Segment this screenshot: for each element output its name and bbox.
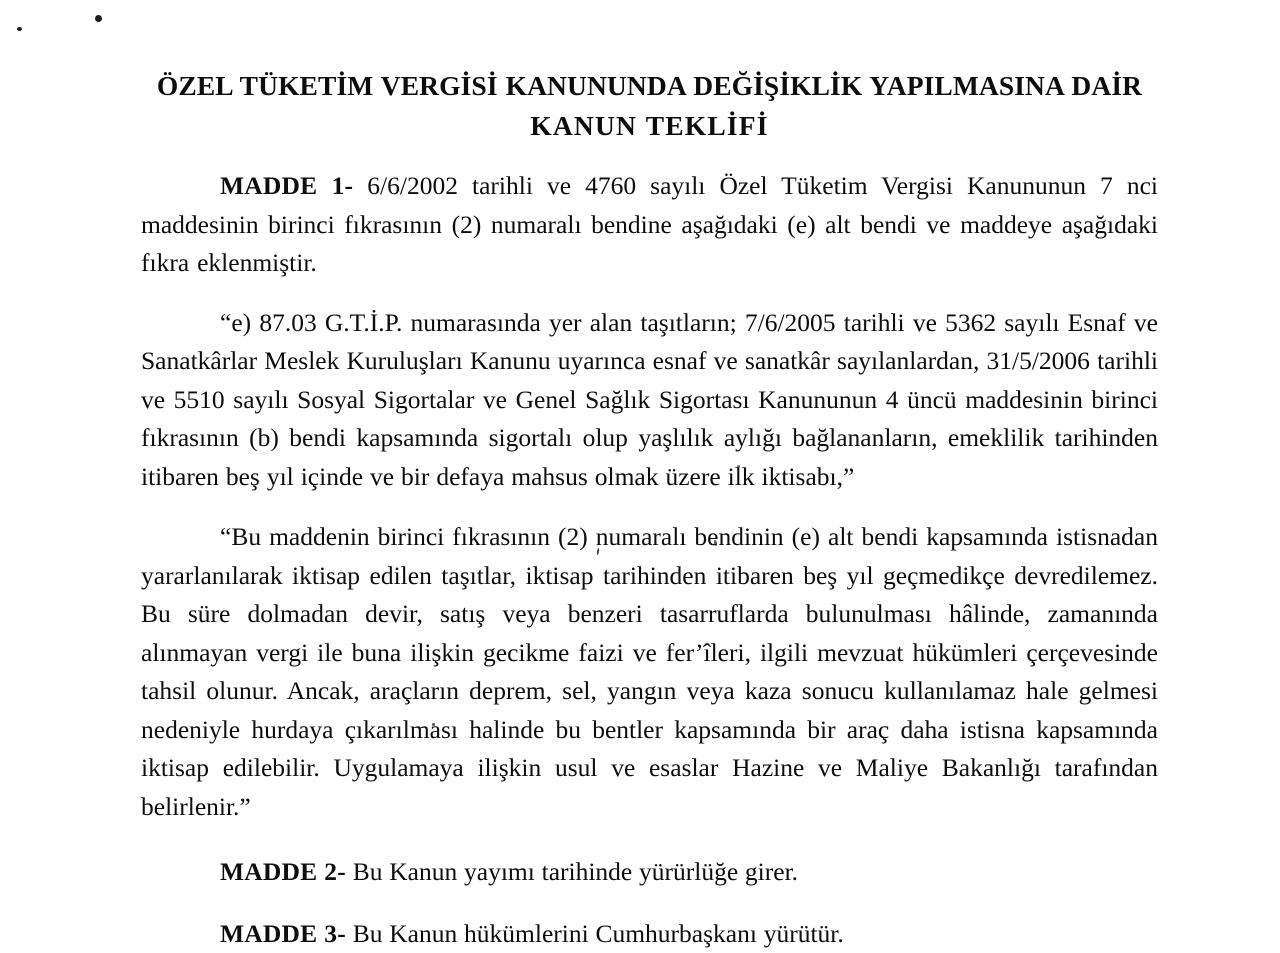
article-3-paragraph <box>141 915 1158 953</box>
article-1-text: 6/6/2002 tarihli ve 4760 sayılı Özel Tüketim Vergisi Kanununun 7 nci maddesinin birinci fıkrasının (2) numaralı bendine aşağıdaki (e) alt bendi ve maddeye aşağıdaki fıkra eklenmiştir. <box>141 171 1158 277</box>
added-fikra-quote-paragraph: “Bu maddenin birinci fıkrasının (2) numaralı bendinin (e) alt bendi kapsamında istisnadan yararlanılarak iktisap edilen taşıtlar, iktisap tarihinden itibaren beş yıl geçmedikçe devredilemez. Bu süre dolmadan devir, satış veya benzeri tasarruflarda bulunulması hâlinde, zamanında alınmayan vergi ile buna ilişkin gecikme faizi ve fer’îleri, ilgili mevzuat hükümleri çerçevesinde tahsil olunur. Ancak, araçların deprem, sel, yangın veya kaza sonucu kullanılamaz hale gelmesi nedeniyle hurdaya çıkarılması halinde bu bentler kapsamında bir araç daha istisna kapsamında iktisap edilebilir. Uygulamaya ilişkin usul ve esaslar Hazine ve Maliye Bakanlığı tarafından belirlenir.” <box>141 518 1158 826</box>
document-page <box>141 0 1158 936</box>
article-1-label: MADDE 1- <box>220 171 353 200</box>
document-title-line-2: KANUN TEKLİFİ <box>141 106 1158 146</box>
article-2-paragraph <box>141 853 1158 892</box>
article-3-label: MADDE 3- <box>220 919 346 948</box>
article-2-text: Bu Kanun yayımı tarihinde yürürlüğe girer. <box>346 857 798 886</box>
scan-speck-artifact <box>17 27 22 31</box>
scan-speck-artifact <box>95 15 102 22</box>
document-title <box>141 0 1158 146</box>
article-1-paragraph <box>141 167 1158 283</box>
article-2-label: MADDE 2- <box>220 857 346 886</box>
document-title-line-1: ÖZEL TÜKETİM VERGİSİ KANUNUNDA DEĞİŞİKLİK YAPILMASINA DAİR <box>141 66 1158 106</box>
article-3-text: Bu Kanun hükümlerini Cumhurbaşkanı yürütür. <box>346 919 844 948</box>
subclause-e-quote-paragraph: “e) 87.03 G.T.İ.P. numarasında yer alan taşıtların; 7/6/2005 tarihli ve 5362 sayılı Esnaf ve Sanatkârlar Meslek Kuruluşları Kanunu uyarınca esnaf ve sanatkâr sayılanlardan, 31/5/2006 tarihli ve 5510 sayılı Sosyal Sigortalar ve Genel Sağlık Sigortası Kanununun 4 üncü maddesinin birinci fıkrasının (b) bendi kapsamında sigortalı olup yaşlılık aylığı bağlananların, emeklilik tarihinden itibaren beş yıl içinde ve bir defaya mahsus olmak üzere ilk iktisabı,” <box>141 304 1158 497</box>
